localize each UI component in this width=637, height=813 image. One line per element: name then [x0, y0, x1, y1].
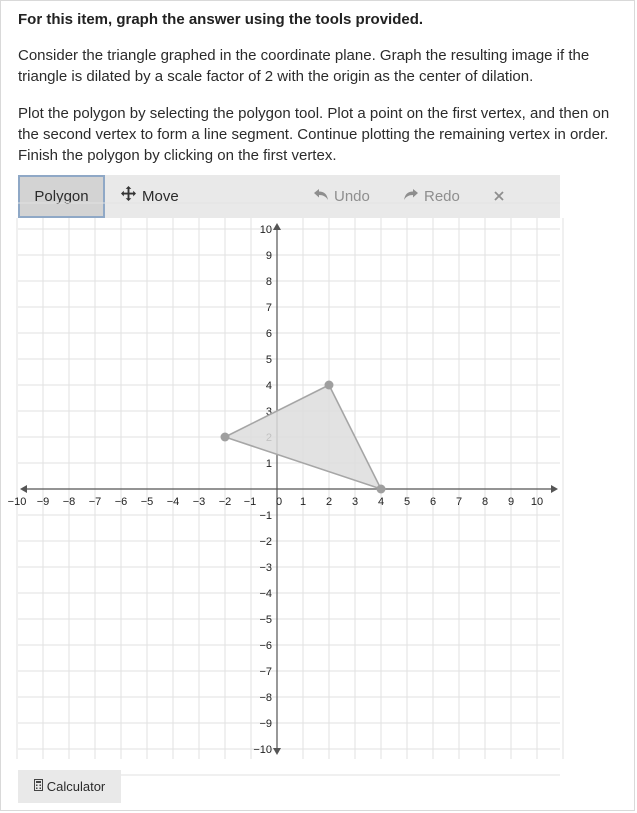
x-tick-label: −7	[88, 496, 102, 508]
x-tick-label: −6	[114, 496, 128, 508]
triangle-vertex-point	[325, 381, 334, 390]
undo-label: Undo	[334, 188, 370, 205]
x-tick-label: 10	[530, 496, 544, 508]
x-tick-label: 7	[455, 496, 463, 508]
y-tick-label: −8	[259, 692, 272, 704]
y-tick-label: 10	[259, 224, 272, 236]
y-tick-label: −4	[259, 588, 272, 600]
x-tick-label: −5	[140, 496, 154, 508]
y-tick-label: −10	[253, 744, 272, 756]
x-tick-label: −9	[36, 496, 50, 508]
y-tick-label: 4	[265, 380, 272, 392]
x-tick-label: 1	[299, 496, 307, 508]
close-x-icon	[494, 175, 504, 218]
y-tick-label: 9	[265, 250, 272, 262]
redo-label: Redo	[424, 188, 460, 205]
x-tick-label: 0	[275, 496, 283, 508]
move-tool-button[interactable]	[107, 175, 193, 218]
y-tick-label: −1	[259, 510, 272, 522]
instruction-heading: For this item, graph the answer using the tools provided.	[18, 11, 424, 28]
y-tick-label: −2	[259, 536, 272, 548]
x-tick-label: −4	[166, 496, 180, 508]
x-tick-label: −10	[7, 496, 27, 508]
y-tick-label: −6	[259, 640, 272, 652]
reset-button[interactable]	[480, 175, 560, 218]
y-tick-label: −7	[259, 666, 272, 678]
redo-button[interactable]	[390, 175, 474, 218]
polygon-tool-label: Polygon	[34, 188, 89, 205]
y-tick-label: 3	[265, 406, 272, 418]
polygon-tool-button[interactable]	[18, 175, 105, 218]
y-tick-label: −5	[259, 614, 272, 626]
y-tick-label: 7	[265, 302, 272, 314]
x-tick-label: 8	[481, 496, 489, 508]
triangle-vertex-point	[377, 485, 386, 494]
triangle-vertex-point	[221, 433, 230, 442]
x-tick-label: 6	[429, 496, 437, 508]
instruction-paragraph-dilation: Consider the triangle graphed in the coordinate plane. Graph the resulting image if the triangle is dilated by a scale factor of 2 with the origin as the center of dilation.	[18, 47, 590, 85]
x-tick-label: −1	[243, 496, 257, 508]
y-tick-label: −9	[259, 718, 272, 730]
redo-arrow-icon	[404, 175, 418, 218]
coordinate-plane[interactable]	[7, 218, 560, 764]
y-tick-label: 5	[265, 354, 272, 366]
coordinate-plane-svg[interactable]	[7, 218, 560, 759]
calculator-label: Calculator	[46, 779, 106, 794]
move-tool-label: Move	[142, 188, 179, 205]
instruction-paragraph-polygon-tool: Plot the polygon by selecting the polygon tool. Plot a point on the first vertex, and then on the second vertex to form a line segment. Continue plotting the remaining vertex in order. Finish the polygon by clicking on the first vertex.	[18, 105, 610, 164]
undo-button[interactable]	[300, 175, 384, 218]
y-tick-label: −3	[259, 562, 272, 574]
y-tick-label: 6	[265, 328, 272, 340]
x-tick-label: −2	[218, 496, 232, 508]
x-tick-label: −3	[192, 496, 206, 508]
x-tick-label: 4	[377, 496, 385, 508]
calculator-button[interactable]	[18, 770, 121, 803]
x-tick-label: 3	[351, 496, 359, 508]
x-tick-label: 9	[507, 496, 515, 508]
x-tick-label: 2	[325, 496, 333, 508]
x-tick-label: −8	[62, 496, 76, 508]
graph-toolbar	[18, 175, 560, 218]
y-tick-label: 1	[265, 458, 272, 470]
x-tick-label: 5	[403, 496, 411, 508]
calculator-icon	[34, 770, 43, 803]
move-arrows-icon	[121, 175, 136, 218]
undo-arrow-icon	[314, 175, 328, 218]
y-tick-label: 8	[265, 276, 272, 288]
